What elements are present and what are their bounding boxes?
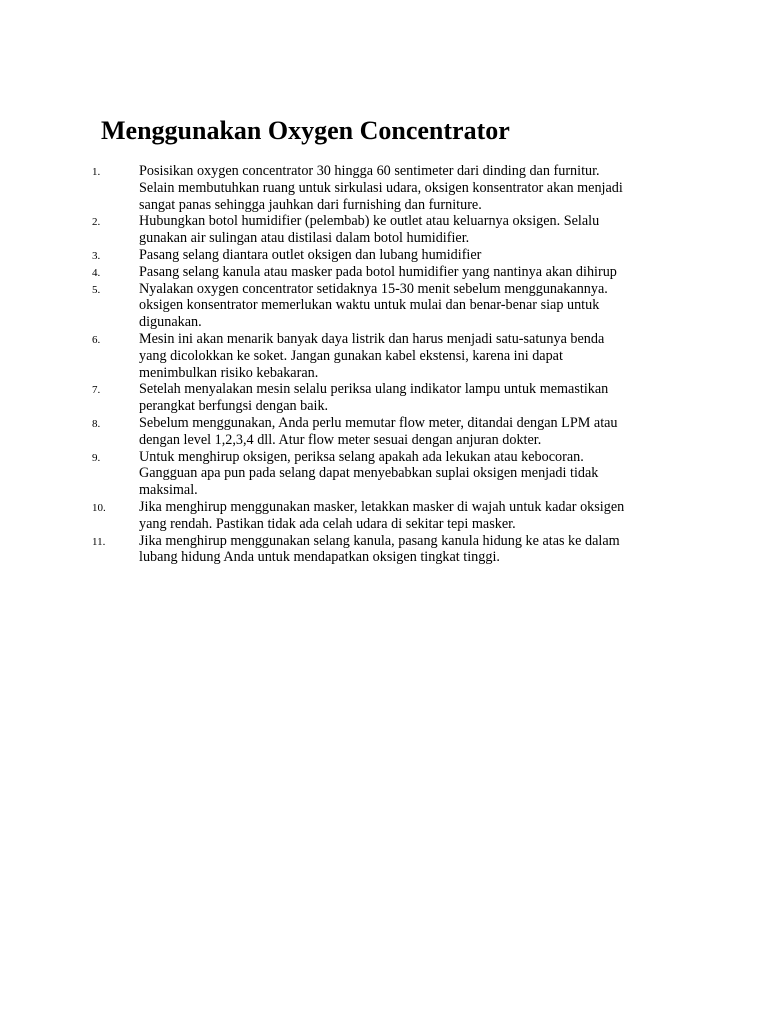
step-item-5 (0, 281, 679, 331)
step-list (0, 163, 768, 566)
step-number: 4. (92, 266, 101, 279)
step-text-line: Jika menghirup menggunakan selang kanula, pasang kanula hidung ke atas ke dalam (139, 532, 620, 549)
step-text-line: Hubungkan botol humidifier (pelembab) ke outlet atau keluarnya oksigen. Selalu (139, 213, 600, 230)
step-text-line: gunakan air sulingan atau distilasi dalam botol humidifier. (139, 230, 470, 247)
step-text-line: Jika menghirup menggunakan masker, letakkan masker di wajah untuk kadar oksigen (139, 498, 625, 515)
step-item-1 (0, 163, 679, 213)
step-item-8 (0, 415, 679, 449)
step-number: 5. (92, 283, 101, 296)
step-text-line: sangat panas sehingga jauhkan dari furnishing dan furniture. (139, 196, 482, 213)
step-text-line: menimbulkan risiko kebakaran. (139, 364, 319, 381)
step-number: 11. (92, 535, 106, 548)
step-text-line: Nyalakan oxygen concentrator setidaknya 15-30 menit sebelum menggunakannya. (139, 280, 608, 297)
step-number: 6. (92, 333, 101, 346)
step-item-3 (0, 247, 679, 264)
step-item-4 (0, 264, 679, 281)
step-item-7 (0, 381, 679, 415)
step-text-line: Gangguan apa pun pada selang dapat menyebabkan suplai oksigen menjadi tidak (139, 465, 599, 482)
step-text-line: lubang hidung Anda untuk mendapatkan oksigen tingkat tinggi. (139, 549, 500, 566)
step-number: 8. (92, 417, 101, 430)
step-text-line: oksigen konsentrator memerlukan waktu untuk mulai dan benar-benar siap untuk (139, 297, 600, 314)
step-text-line: Setelah menyalakan mesin selalu periksa ulang indikator lampu untuk memastikan (139, 381, 609, 398)
step-item-9 (0, 449, 679, 499)
step-text-line: perangkat berfungsi dengan baik. (139, 398, 329, 415)
step-number: 7. (92, 384, 101, 397)
step-text-line: yang rendah. Pastikan tidak ada celah udara di sekitar tepi masker. (139, 515, 516, 532)
page-title: Menggunakan Oxygen Concentrator (101, 116, 510, 145)
step-text-line: dengan level 1,2,3,4 dll. Atur flow meter sesuai dengan anjuran dokter. (139, 431, 542, 448)
step-item-11 (0, 533, 679, 567)
step-item-10 (0, 499, 679, 533)
step-number: 1. (92, 166, 101, 178)
step-text-line: Mesin ini akan menarik banyak daya listrik dan harus menjadi satu-satunya benda (139, 330, 605, 347)
step-text-line: Pasang selang kanula atau masker pada botol humidifier yang nantinya akan dihirup (139, 263, 617, 280)
step-text-line: Posisikan oxygen concentrator 30 hingga 60 sentimeter dari dinding dan furnitur. (139, 163, 600, 179)
step-text-line: Sebelum menggunakan, Anda perlu memutar flow meter, ditandai dengan LPM atau (139, 414, 618, 431)
step-text-line: Untuk menghirup oksigen, periksa selang apakah ada lekukan atau kebocoran. (139, 448, 584, 465)
step-item-2 (0, 213, 679, 247)
step-item-6 (0, 331, 679, 381)
step-number: 10. (92, 501, 106, 514)
step-number: 3. (92, 249, 101, 262)
step-text-line: Selain membutuhkan ruang untuk sirkulasi udara, oksigen konsentrator akan menjadi (139, 179, 623, 196)
step-text-line: Pasang selang diantara outlet oksigen dan lubang humidifier (139, 246, 482, 263)
step-text-line: yang dicolokkan ke soket. Jangan gunakan kabel ekstensi, karena ini dapat (139, 347, 563, 364)
step-text-line: digunakan. (139, 314, 202, 331)
step-number: 9. (92, 451, 101, 464)
step-number: 2. (92, 216, 101, 229)
step-text-line: maksimal. (139, 482, 198, 499)
